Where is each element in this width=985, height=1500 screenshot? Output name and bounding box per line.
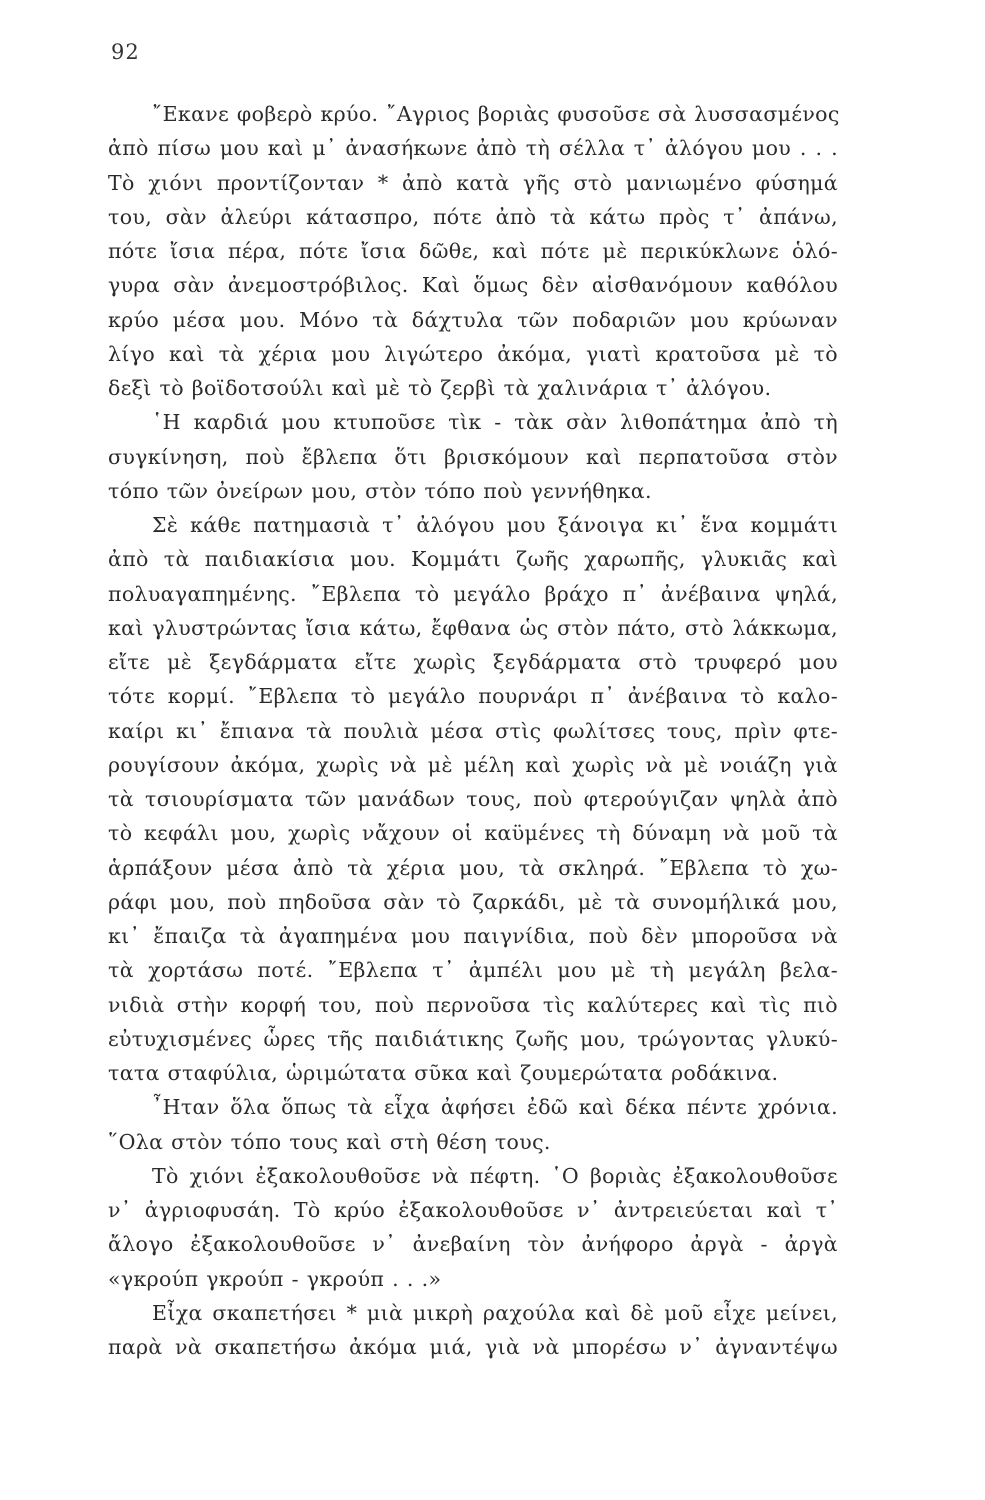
text-line: συγκίνηση, ποὺ ἔβλεπα ὅτι βρισκόμουν καὶ περπατοῦσα στὸν — [108, 444, 838, 469]
text-line: ἁρπάξουν μέσα ἀπὸ τὰ χέρια μου, τὰ σκληρά. ῎Εβλεπα τὸ χω- — [108, 855, 838, 880]
text-line: ν᾿ ἀγριοφυσάη. Τὸ κρύο ἐξακολουθοῦσε ν᾿ ἀντρειεύεται καὶ τ᾿ — [108, 1198, 838, 1222]
text-line: «γκρούπ γκρούπ - γκρούπ . . .» — [108, 1266, 442, 1291]
text-line: γυρα σὰν ἀνεμοστρόβιλος. Καὶ ὅμως δὲν αἰσθανόμουν καθόλου — [108, 273, 838, 298]
text-line: τόπο τῶν ὀνείρων μου, στὸν τόπο ποὺ γεννήθηκα. — [108, 478, 652, 503]
text-line: εἴτε μὲ ξεγδάρματα εἴτε χωρὶς ξεγδάρματα στὸ τρυφερό μου — [108, 650, 838, 674]
text-line: κι᾿ ἔπαιζα τὰ ἀγαπημένα μου παιγνίδια, ποὺ δὲν μποροῦσα νὰ — [108, 924, 838, 948]
text-line: ῏Ηταν ὅλα ὅπως τὰ εἶχα ἀφήσει ἐδῶ καὶ δέκα πέντε χρόνια. — [152, 1095, 838, 1120]
text-line: ἀπὸ τὰ παιδιακίσια μου. Κομμάτι ζωῆς χαρωπῆς, γλυκιᾶς καὶ — [108, 547, 838, 572]
text-line: Τὸ χιόνι ἐξακολουθοῦσε νὰ πέφτη. ῾Ο βοριὰς ἐξακολουθοῦσε — [152, 1163, 838, 1188]
text-line: ῾Η καρδιά μου κτυποῦσε τὶκ - τὰκ σὰν λιθοπάτημα ἀπὸ τὴ — [152, 410, 838, 435]
text-line: τὸ κεφάλι μου, χωρὶς νἄχουν οἱ καϋμένες τὴ δύναμη νὰ μοῦ τὰ — [108, 821, 838, 846]
text-line: λίγο καὶ τὰ χέρια μου λιγώτερο ἀκόμα, γιατὶ κρατοῦσα μὲ τὸ — [108, 341, 838, 366]
text-line: πότε ἴσια πέρα, πότε ἴσια δῶθε, καὶ πότε μὲ περικύκλωνε ὁλό- — [108, 239, 838, 263]
body-text — [108, 97, 838, 1364]
text-line: Εἶχα σκαπετήσει * μιὰ μικρὴ ραχούλα καὶ δὲ μοῦ εἶχε μείνει, — [152, 1300, 838, 1325]
text-line: πολυαγαπημένης. ῎Εβλεπα τὸ μεγάλο βράχο π᾿ ἀνέβαινα ψηλά, — [108, 581, 838, 606]
text-line: Τὸ χιόνι προντίζονταν * ἀπὸ κατὰ γῆς στὸ μανιωμένο φύσημά — [108, 170, 838, 195]
text-line: εὐτυχισμένες ὧρες τῆς παιδιάτικης ζωῆς μου, τρώγοντας γλυκύ- — [108, 1026, 838, 1051]
text-line: καὶ γλυστρώντας ἴσια κάτω, ἔφθανα ὡς στὸν πάτο, στὸ λάκκωμα, — [108, 615, 838, 640]
text-line: Σὲ κάθε πατημασιὰ τ᾿ ἀλόγου μου ξάνοιγα κι᾿ ἕνα κομμάτι — [152, 513, 838, 537]
text-line: ῎Εκανε φοβερὸ κρύο. ῎Αγριος βοριὰς φυσοῦσε σὰ λυσσασμένος — [152, 102, 840, 126]
text-line: νιδιὰ στὴν κορφή του, ποὺ περνοῦσα τὶς καλύτερες καὶ τὶς πιὸ — [108, 992, 838, 1017]
text-line: τὰ χορτάσω ποτέ. ῎Εβλεπα τ᾿ ἀμπέλι μου μὲ τὴ μεγάλη βελα- — [108, 958, 838, 983]
text-line: ἀπὸ πίσω μου καὶ μ᾿ ἀνασήκωνε ἀπὸ τὴ σέλλα τ᾿ ἀλόγου μου . . . — [108, 136, 838, 161]
text-line: ῞Ολα στὸν τόπο τους καὶ στὴ θέση τους. — [108, 1129, 551, 1154]
text-line: καίρι κι᾿ ἔπιανα τὰ πουλιὰ μέσα στὶς φωλίτσες τους, πρὶν φτε- — [108, 718, 838, 743]
text-line: ἄλογο ἐξακολουθοῦσε ν᾿ ἀνεβαίνη τὸν ἀνήφορο ἀργὰ - ἀργὰ — [108, 1232, 838, 1257]
text-line: τατα σταφύλια, ὡριμώτατα σῦκα καὶ ζουμερώτατα ροδάκινα. — [108, 1061, 779, 1085]
text-line: τότε κορμί. ῎Εβλεπα τὸ μεγάλο πουρνάρι π᾿ ἀνέβαινα τὸ καλο- — [108, 684, 838, 709]
text-line: κρύο μέσα μου. Μόνο τὰ δάχτυλα τῶν ποδαριῶν μου κρύωναν — [108, 307, 838, 332]
text-line: δεξὶ τὸ βοϊδοτσούλι καὶ μὲ τὸ ζερβὶ τὰ χαλινάρια τ᾿ ἀλόγου. — [108, 376, 772, 400]
page-number: 92 — [111, 40, 140, 64]
text-line: του, σὰν ἀλεύρι κάτασπρο, πότε ἀπὸ τὰ κάτω πρὸς τ᾿ ἀπάνω, — [108, 204, 838, 229]
text-line: τὰ τσιουρίσματα τῶν μανάδων τους, ποὺ φτερούγιζαν ψηλὰ ἀπὸ — [108, 787, 838, 811]
text-line: παρὰ νὰ σκαπετήσω ἀκόμα μιά, γιὰ νὰ μπορέσω ν᾿ ἀγναντέψω — [108, 1335, 838, 1359]
text-line: ράφι μου, ποὺ πηδοῦσα σὰν τὸ ζαρκάδι, μὲ τὰ συνομήλικά μου, — [108, 889, 838, 914]
text-line: ρουγίσουν ἀκόμα, χωρὶς νὰ μὲ μέλη καὶ χωρὶς νὰ μὲ νοιάζη γιὰ — [108, 752, 838, 777]
